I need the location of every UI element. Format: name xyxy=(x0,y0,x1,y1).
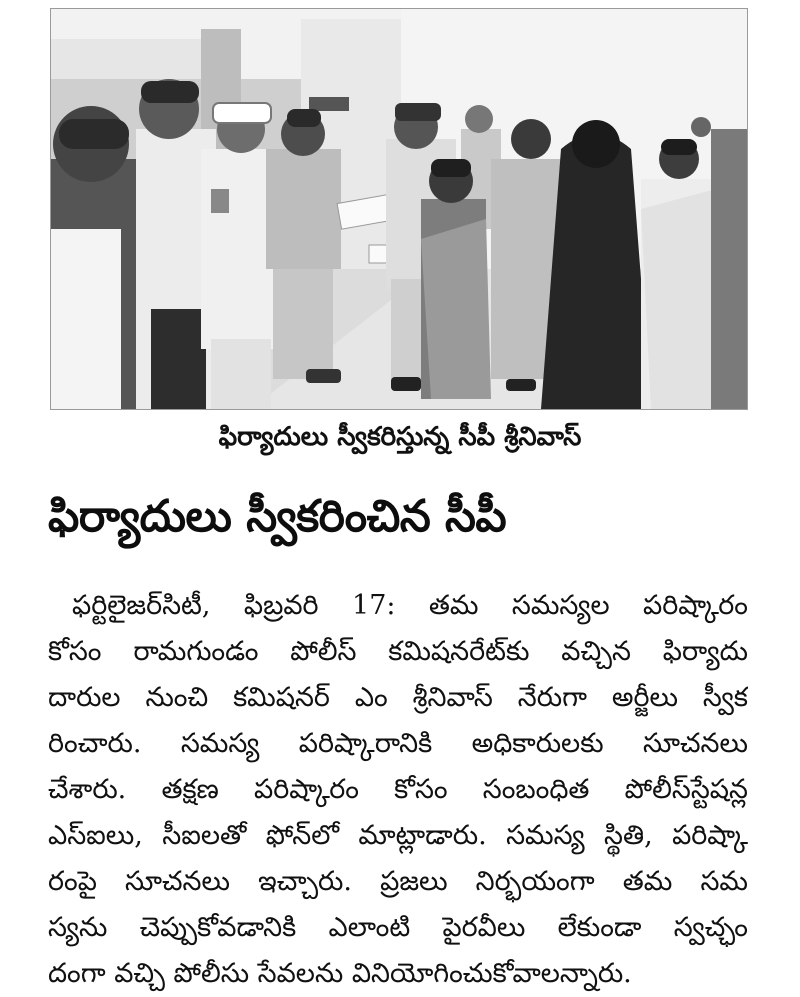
article-line: దంగా వచ్చి పోలీసు సేవలను వినియోగించుకోవాలన్నారు. xyxy=(48,958,632,989)
article-line: చేశారు. తక్షణ పరిష్కారం కోసం సంబంధిత పోలీస్‌స్టేషన్ల xyxy=(48,774,748,805)
news-photo xyxy=(50,8,748,410)
article-line: రించారు. సమస్య పరిష్కారానికి అధికారులకు సూచనలు xyxy=(48,728,748,759)
photo-caption: ఫిర్యాదులు స్వీకరిస్తున్న సీపీ శ్రీనివాస్ xyxy=(218,422,582,452)
article-line: దారుల నుంచి కమిషనర్ ఎం శ్రీనివాస్ నేరుగా అర్జీలు స్వీక xyxy=(48,682,748,713)
headline: ఫిర్యాదులు స్వీకరించిన సీపీ xyxy=(48,491,507,542)
article-line: ఫర్టిలైజర్‌సిటీ, ఫిబ్రవరి 17: తమ సమస్యల పరిష్కారం xyxy=(72,590,748,621)
article-body xyxy=(48,583,748,997)
article-line: రంపై సూచనలు ఇచ్చారు. ప్రజలు నిర్భయంగా తమ సమ xyxy=(48,866,748,897)
article-line: ఎస్ఐలు, సీఐలతో ఫోన్‌లో మాట్లాడారు. సమస్య స్థితి, పరిష్కా xyxy=(48,820,748,851)
article-line: స్యను చెప్పుకోవడానికి ఎలాంటి పైరవీలు లేకుండా స్వచ్ఛం xyxy=(48,912,748,943)
article-line: కోసం రామగుండం పోలీస్ కమిషనరేట్‌కు వచ్చిన ఫిర్యాదు xyxy=(48,636,748,667)
